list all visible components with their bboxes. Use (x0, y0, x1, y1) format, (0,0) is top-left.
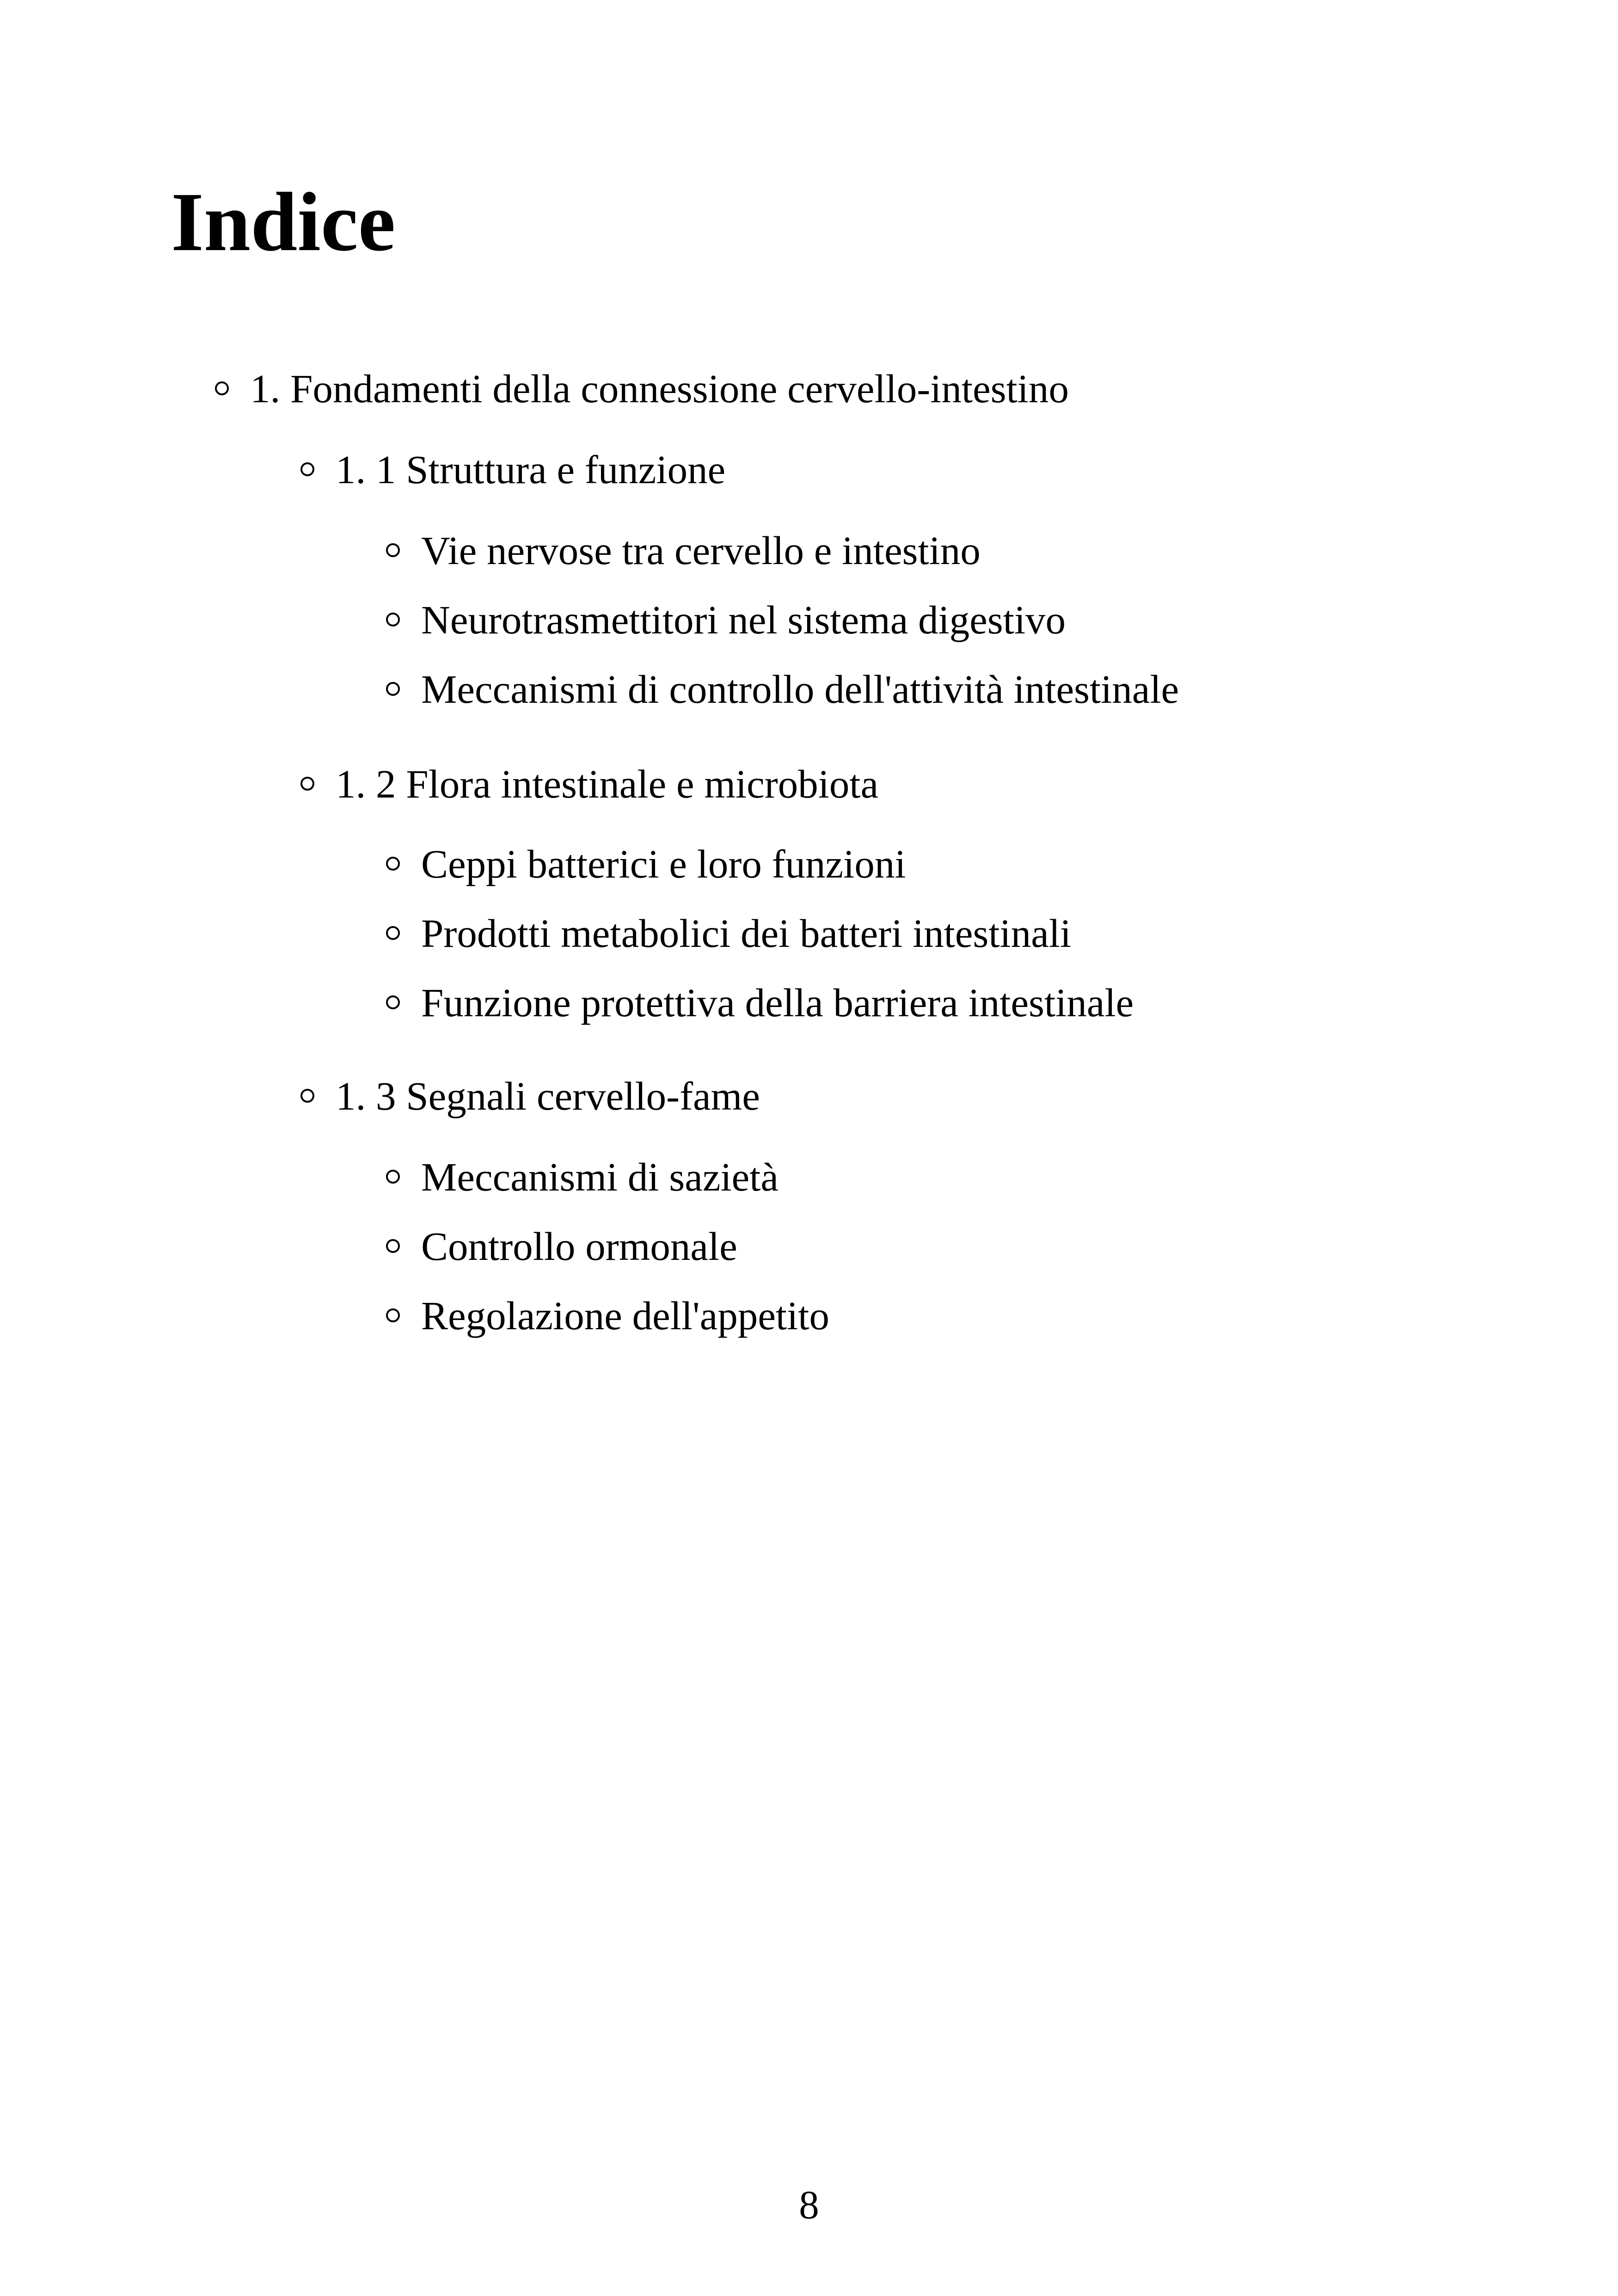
hollow-circle-bullet-icon (215, 381, 229, 395)
hollow-circle-bullet-icon (386, 995, 400, 1009)
hollow-circle-bullet-icon (386, 857, 400, 871)
toc-section-label: 1. 3 Segnali cervello-fame (336, 1073, 760, 1118)
hollow-circle-bullet-icon (386, 1239, 400, 1253)
toc-item[interactable] (386, 1218, 737, 1274)
toc-item-label: Funzione protettiva della barriera intestinale (421, 980, 1134, 1025)
toc-item-label: Controllo ormonale (421, 1223, 737, 1269)
hollow-circle-bullet-icon (386, 682, 400, 696)
toc-item-label: Prodotti metabolici dei batteri intestinali (421, 910, 1072, 956)
toc-section-1-1[interactable] (300, 442, 725, 497)
hollow-circle-bullet-icon (386, 1170, 400, 1184)
toc-item[interactable] (386, 522, 981, 578)
page-title: Indice (171, 176, 396, 269)
toc-item[interactable] (386, 1288, 829, 1343)
toc-item[interactable] (386, 836, 906, 891)
hollow-circle-bullet-icon (386, 613, 400, 626)
toc-chapter-label: 1. Fondamenti della connessione cervello-intestino (250, 366, 1069, 411)
toc-chapter-1[interactable] (215, 361, 1069, 416)
hollow-circle-bullet-icon (300, 1089, 314, 1103)
toc-item[interactable] (386, 592, 1066, 647)
hollow-circle-bullet-icon (300, 462, 314, 476)
toc-section-1-2[interactable] (300, 756, 878, 811)
toc-item[interactable] (386, 905, 1071, 961)
hollow-circle-bullet-icon (386, 1308, 400, 1322)
toc-item-label: Ceppi batterici e loro funzioni (421, 841, 906, 886)
toc-section-1-3[interactable] (300, 1068, 760, 1123)
page-number: 8 (799, 2182, 819, 2227)
hollow-circle-bullet-icon (386, 543, 400, 557)
toc-section-label: 1. 1 Struttura e funzione (336, 447, 726, 492)
toc-section-label: 1. 2 Flora intestinale e microbiota (336, 761, 879, 806)
toc-item-label: Meccanismi di controllo dell'attività intestinale (421, 666, 1179, 712)
toc-item-label: Vie nervose tra cervello e intestino (421, 528, 981, 573)
toc-item[interactable] (386, 661, 1179, 717)
toc-item[interactable] (386, 1149, 778, 1204)
hollow-circle-bullet-icon (386, 926, 400, 940)
toc-item-label: Meccanismi di sazietà (421, 1154, 779, 1199)
toc-item-label: Neurotrasmettitori nel sistema digestivo (421, 597, 1066, 642)
hollow-circle-bullet-icon (300, 777, 314, 791)
toc-item[interactable] (386, 975, 1134, 1030)
toc-item-label: Regolazione dell'appetito (421, 1293, 829, 1338)
